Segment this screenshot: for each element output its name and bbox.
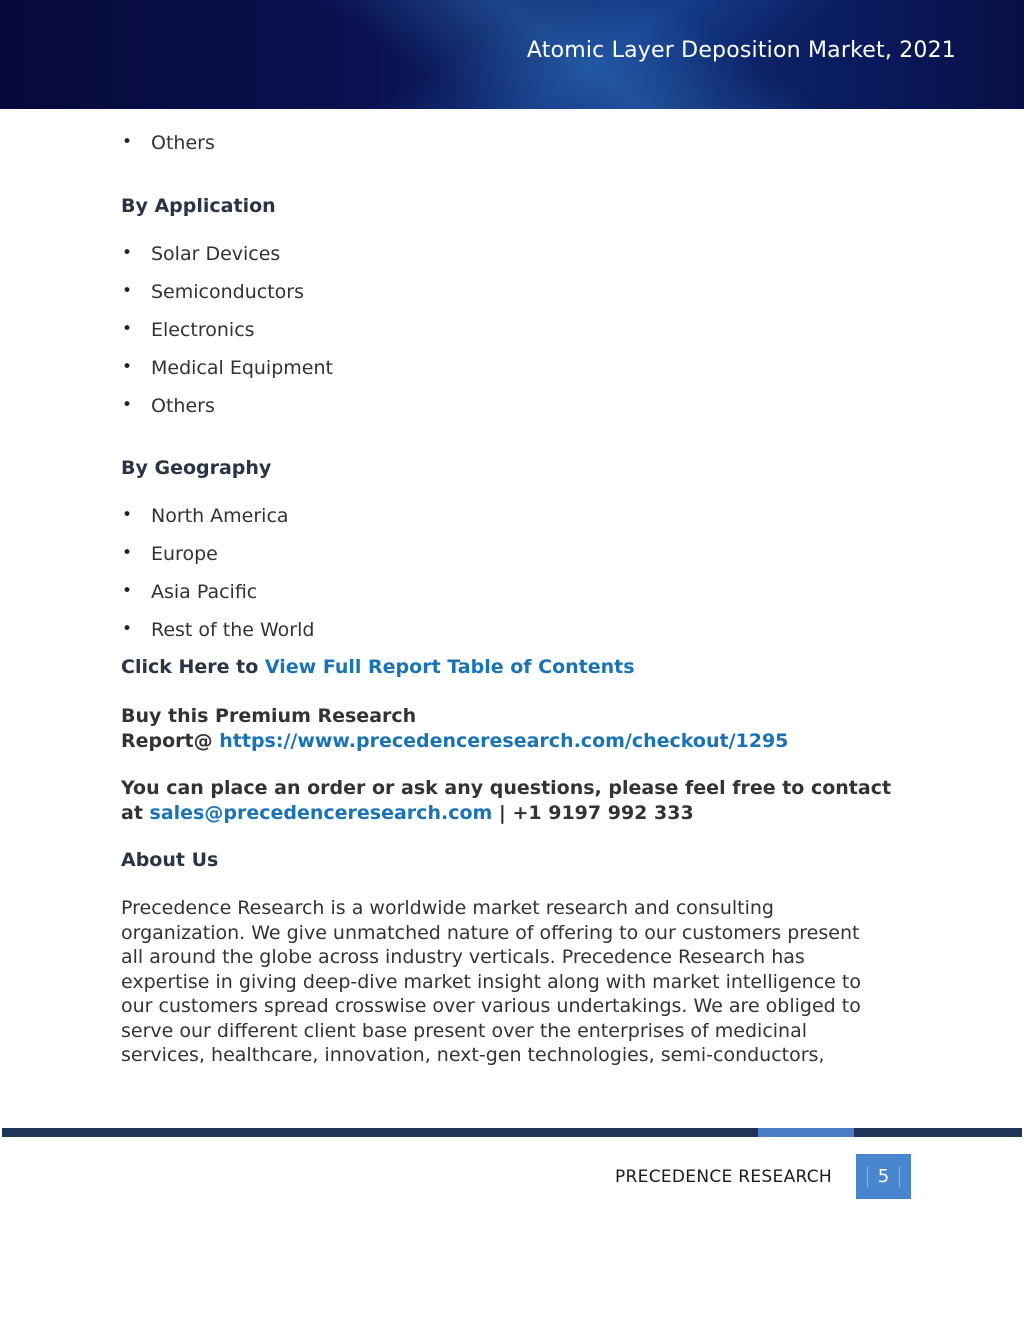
list-item: • North America — [151, 505, 289, 527]
section-heading-geography: By Geography — [121, 457, 272, 479]
buy-block — [121, 704, 921, 753]
list-item: • Others — [151, 395, 215, 417]
list-item: • Europe — [151, 543, 218, 565]
buy-prefix: Report@ — [121, 729, 220, 752]
paragraph-line: organization. We give unmatched nature of offering to our customers present — [121, 921, 860, 944]
paragraph-line: services, healthcare, innovation, next-gen technologies, semi-conductors, — [121, 1044, 825, 1066]
page-number: 5 — [867, 1166, 900, 1187]
paragraph-line: serve our different client base present over the enterprises of medicinal — [121, 1019, 808, 1042]
email-link[interactable]: sales@precedenceresearch.com — [149, 801, 493, 824]
list-item: • Semiconductors — [151, 281, 304, 303]
toc-prefix: Click Here to — [121, 656, 265, 678]
list-item: • Asia Pacific — [151, 581, 257, 603]
paragraph-line: all around the globe across industry verticals. Precedence Research has — [121, 946, 805, 968]
list-item: • Solar Devices — [151, 243, 280, 265]
toc-link[interactable]: View Full Report Table of Contents — [264, 656, 635, 678]
footer-divider — [2, 1128, 1022, 1137]
buy-line: Buy this Premium Research — [121, 705, 417, 727]
paragraph-line: our customers spread crosswise over various undertakings. We are obliged to — [121, 995, 861, 1017]
about-paragraph — [121, 896, 921, 1068]
section-heading-application: By Application — [121, 195, 276, 217]
paragraph-line: Precedence Research is a worldwide market research and consulting — [121, 897, 774, 919]
contact-block — [121, 776, 921, 825]
list-item: • Others — [151, 132, 215, 154]
list-item: • Medical Equipment — [151, 357, 333, 379]
toc-line — [121, 656, 635, 678]
contact-prefix: at — [121, 801, 150, 824]
footer-accent-bar — [758, 1128, 854, 1137]
checkout-link[interactable]: https://www.precedenceresearch.com/checkout/1295 — [219, 729, 789, 752]
list-item: • Rest of the World — [151, 619, 314, 641]
phone-number: | +1 9197 992 333 — [492, 801, 694, 824]
contact-line: You can place an order or ask any questions, please feel free to contact — [121, 777, 892, 799]
buy-line-2 — [121, 729, 921, 754]
contact-line-2 — [121, 801, 921, 826]
footer-brand: PRECEDENCE RESEARCH — [615, 1167, 833, 1187]
report-title: Atomic Layer Deposition Market, 2021 — [526, 38, 956, 63]
paragraph-line: expertise in giving deep-dive market insight along with market intelligence to — [121, 970, 861, 993]
section-heading-about: About Us — [121, 849, 219, 871]
page-number-box — [856, 1154, 911, 1199]
header-banner — [0, 0, 1024, 109]
list-item: • Electronics — [151, 319, 255, 341]
